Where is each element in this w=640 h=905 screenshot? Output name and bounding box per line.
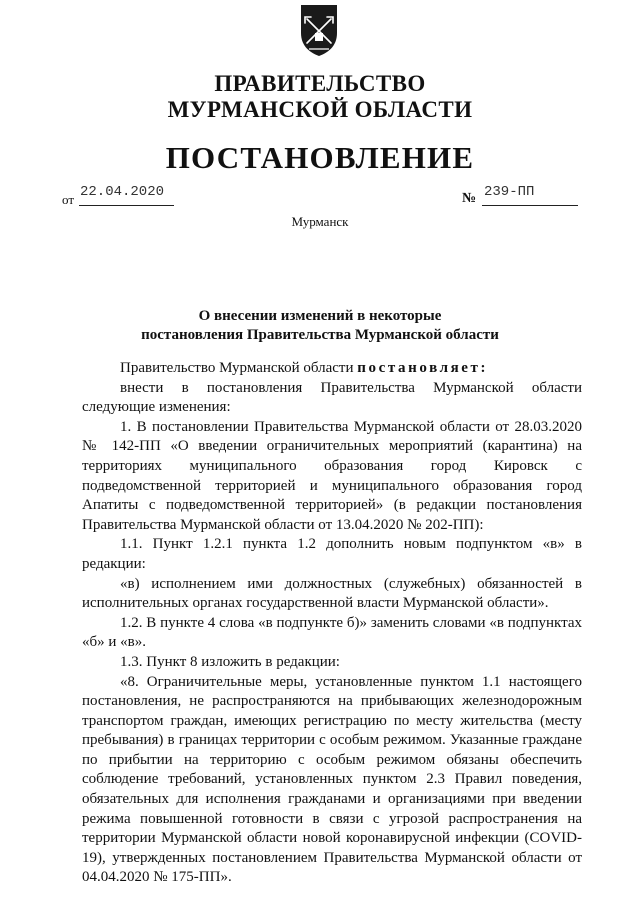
paragraph-1: 1. В постановлении Правительства Мурманской области от 28.03.2020 № 142-ПП «О введении ограничительных мероприятий (карантина) на территориях муниципального образования город Кировск с подведомственной территорией и муниципального образования город Апатиты с подведомственной территорией» (в редакции постановления Правительства Мурманской области от 13.04.2020 № 202-ПП):: [82, 418, 582, 533]
decree-number: 239-ПП: [484, 184, 535, 200]
decree-number-field: [462, 184, 582, 206]
intro-verb: постановляет:: [357, 360, 489, 376]
paragraph-1-3-quote: «8. Ограничительные меры, установленные пунктом 1.1 настоящего постановления, не распространяются на прибывающих железнодорожным транспортом граждан, имеющих регистрацию по месту жительства (месту пребывания) в границах территории с особым режимом. Указанные граждане по прибытии на территорию с особым режимом обязаны обеспечить соблюдение требований, установленных пунктом 2.3 Правил поведения, обязательных для исполнения гражданами и организациями при введении режима повышенной готовности в связи с угрозой распространения на территории Мурманской области новой коронавирусной инфекции (COVID-19), утвержденных постановлением Правительства Мурманской области от 04.04.2020 № 175-ПП».: [82, 673, 582, 886]
government-name-line1: ПРАВИТЕЛЬСТВО: [214, 71, 426, 96]
subject-line2: постановления Правительства Мурманской области: [141, 327, 499, 343]
document-type-title: ПОСТАНОВЛЕНИЕ: [165, 140, 475, 175]
paragraph-intro: внести в постановления Правительства Мурманской области следующие изменения:: [82, 379, 582, 416]
decree-date-field: [62, 184, 182, 206]
paragraph-1-1: 1.1. Пункт 1.2.1 пункта 1.2 дополнить новым подпунктом «в» в редакции:: [82, 536, 582, 572]
paragraph-1-1-quote: «в) исполнением ими должностных (служебных) обязанностей в исполнительных органах государственной власти Мурманской области».: [82, 575, 582, 612]
date-prefix: от: [62, 192, 75, 207]
decree-date: 22.04.2020: [80, 184, 165, 200]
number-prefix: №: [462, 191, 477, 206]
date-underline: [79, 205, 174, 206]
document-body: [82, 359, 582, 888]
number-underline: [482, 205, 578, 206]
murmansk-coat-of-arms-icon: [297, 3, 341, 57]
intro-paragraph: [82, 359, 582, 379]
paragraph-1-3: 1.3. Пункт 8 изложить в редакции:: [120, 653, 340, 670]
government-name-line2: МУРМАНСКОЙ ОБЛАСТИ: [167, 97, 473, 122]
subject-line1: О внесении изменений в некоторые: [198, 308, 442, 324]
paragraph-1-2: 1.2. В пункте 4 слова «в подпункте б)» заменить словами «в подпунктах «б» и «в».: [82, 614, 582, 651]
city-name: Мурманск: [291, 214, 349, 229]
intro-actor: Правительство Мурманской области: [120, 360, 354, 376]
